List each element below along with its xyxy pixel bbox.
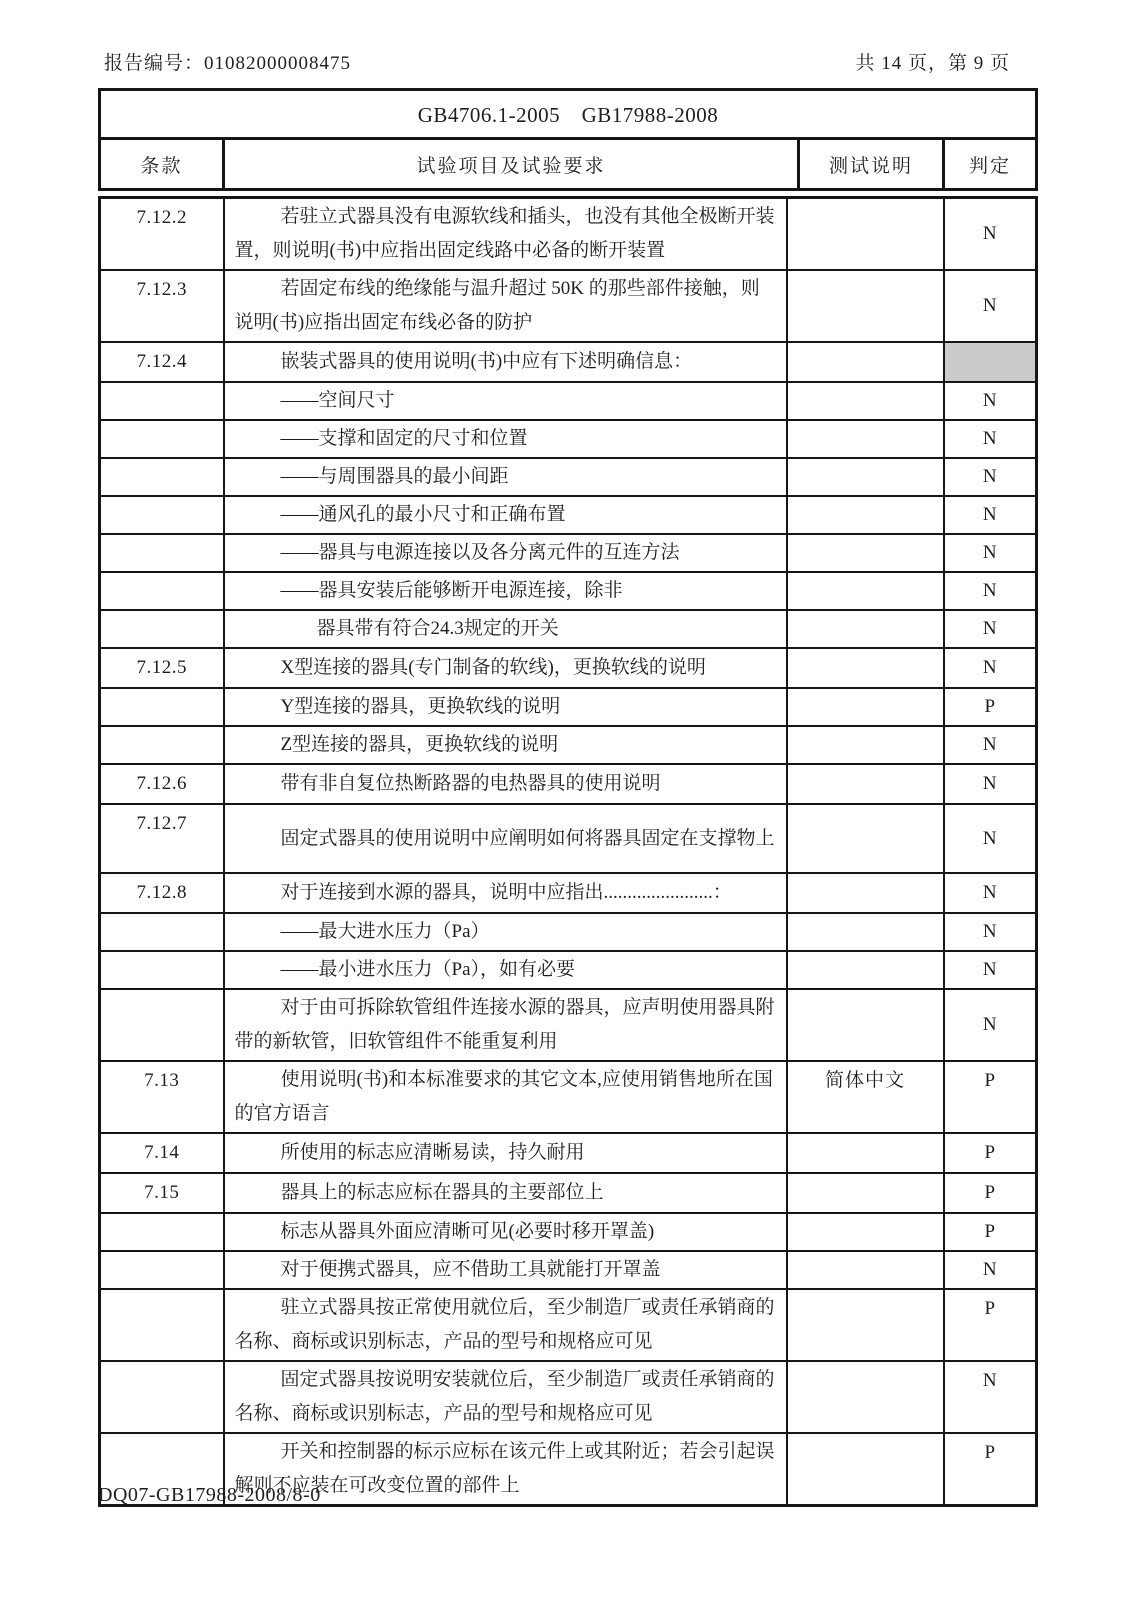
table-row bbox=[100, 420, 1037, 458]
clause-cell bbox=[100, 420, 224, 458]
requirement-cell bbox=[224, 610, 787, 648]
remark-cell bbox=[787, 688, 944, 726]
verdict-cell: P bbox=[944, 1433, 1037, 1506]
requirement-cell bbox=[224, 1289, 787, 1361]
standards-title-row bbox=[100, 90, 1037, 139]
table-row bbox=[100, 873, 1037, 913]
remark-cell bbox=[787, 610, 944, 648]
requirement-cell bbox=[224, 989, 787, 1061]
clause-cell bbox=[100, 913, 224, 951]
requirement-cell bbox=[224, 420, 787, 458]
clause-cell: 7.12.2 bbox=[100, 198, 224, 271]
remark-cell bbox=[787, 270, 944, 342]
clause-cell: 7.12.6 bbox=[100, 764, 224, 804]
requirement-cell bbox=[224, 648, 787, 688]
clause-cell bbox=[100, 534, 224, 572]
verdict-cell: N bbox=[944, 198, 1037, 271]
remark-cell bbox=[787, 458, 944, 496]
table-row bbox=[100, 1173, 1037, 1213]
requirement-text: 对于便携式器具，应不借助工具就能打开罩盖 bbox=[280, 1259, 661, 1280]
requirement-cell bbox=[224, 458, 787, 496]
report-number: 报告编号：01082000008475 bbox=[104, 53, 352, 74]
requirement-text: 标志从器具外面应清晰可见(必要时移开罩盖) bbox=[280, 1221, 655, 1242]
clause-cell bbox=[100, 951, 224, 989]
table-row bbox=[100, 688, 1037, 726]
verdict-cell: N bbox=[944, 458, 1037, 496]
verdict-cell: P bbox=[944, 1289, 1037, 1361]
requirement-cell bbox=[224, 572, 787, 610]
requirement-cell bbox=[224, 382, 787, 420]
clause-cell: 7.13 bbox=[100, 1061, 224, 1133]
requirement-text: 器具带有符合24.3规定的开关 bbox=[316, 618, 559, 639]
clause-cell bbox=[100, 382, 224, 420]
verdict-cell: P bbox=[944, 688, 1037, 726]
table-row bbox=[100, 534, 1037, 572]
clause-cell bbox=[100, 688, 224, 726]
verdict-cell: P bbox=[944, 1133, 1037, 1173]
requirement-cell bbox=[224, 951, 787, 989]
standards-header-table bbox=[98, 88, 1038, 191]
requirement-cell bbox=[224, 534, 787, 572]
verdict-cell: N bbox=[944, 764, 1037, 804]
requirement-cell bbox=[224, 198, 787, 271]
verdict-cell: P bbox=[944, 1213, 1037, 1251]
remark-cell bbox=[787, 1251, 944, 1289]
clause-cell: 7.15 bbox=[100, 1173, 224, 1213]
test-table-body bbox=[100, 198, 1037, 1506]
verdict-cell: N bbox=[944, 873, 1037, 913]
clause-cell: 7.12.5 bbox=[100, 648, 224, 688]
remark-cell bbox=[787, 342, 944, 382]
requirement-cell bbox=[224, 1213, 787, 1251]
requirement-text: ——通风孔的最小尺寸和正确布置 bbox=[280, 504, 566, 525]
verdict-cell: N bbox=[944, 270, 1037, 342]
remark-cell bbox=[787, 382, 944, 420]
table-row bbox=[100, 342, 1037, 382]
requirement-cell bbox=[224, 1133, 787, 1173]
table-row bbox=[100, 610, 1037, 648]
remark-cell bbox=[787, 804, 944, 873]
verdict-cell: N bbox=[944, 610, 1037, 648]
requirement-cell bbox=[224, 270, 787, 342]
table-row bbox=[100, 198, 1037, 271]
verdict-cell: N bbox=[944, 572, 1037, 610]
clause-cell bbox=[100, 726, 224, 764]
requirement-cell bbox=[224, 342, 787, 382]
table-row bbox=[100, 804, 1037, 873]
page-meta-bar bbox=[104, 48, 1010, 75]
clause-cell bbox=[100, 496, 224, 534]
verdict-cell: N bbox=[944, 382, 1037, 420]
requirement-text: ——支撑和固定的尺寸和位置 bbox=[280, 428, 528, 449]
document-code: DQ07-GB17988-2008/8-0 bbox=[98, 1484, 321, 1506]
remark-cell bbox=[787, 572, 944, 610]
verdict-cell: N bbox=[944, 496, 1037, 534]
requirement-text: ——最大进水压力（Pa） bbox=[280, 921, 490, 942]
requirement-text: 嵌装式器具的使用说明(书)中应有下述明确信息： bbox=[280, 351, 693, 372]
requirement-cell bbox=[224, 1173, 787, 1213]
column-header-clause: 条款 bbox=[100, 139, 224, 190]
table-row bbox=[100, 270, 1037, 342]
remark-cell: 简体中文 bbox=[787, 1061, 944, 1133]
remark-cell bbox=[787, 1433, 944, 1506]
table-row bbox=[100, 648, 1037, 688]
requirement-text: Y型连接的器具，更换软线的说明 bbox=[280, 696, 561, 717]
requirement-cell bbox=[224, 1361, 787, 1433]
remark-cell bbox=[787, 534, 944, 572]
remark-cell bbox=[787, 726, 944, 764]
requirement-text: 使用说明(书)和本标准要求的其它文本,应使用销售地所在国的官方语言 bbox=[234, 1069, 773, 1124]
table-row bbox=[100, 1289, 1037, 1361]
requirement-text: Z型连接的器具，更换软线的说明 bbox=[280, 734, 559, 755]
remark-cell bbox=[787, 873, 944, 913]
table-row bbox=[100, 496, 1037, 534]
remark-cell bbox=[787, 648, 944, 688]
requirement-text: 固定式器具按说明安装就位后，至少制造厂或责任承销商的名称、商标或识别标志，产品的型号和规格应可见 bbox=[234, 1369, 775, 1424]
requirement-text: 对于由可拆除软管组件连接水源的器具，应声明使用器具附带的新软管，旧软管组件不能重复利用 bbox=[234, 997, 775, 1052]
table-row bbox=[100, 1361, 1037, 1433]
remark-cell bbox=[787, 1289, 944, 1361]
requirement-cell bbox=[224, 913, 787, 951]
remark-cell bbox=[787, 1173, 944, 1213]
verdict-cell: P bbox=[944, 1173, 1037, 1213]
page-number-info: 共 14 页，第 9 页 bbox=[855, 53, 1010, 74]
table-row bbox=[100, 1061, 1037, 1133]
table-row bbox=[100, 989, 1037, 1061]
verdict-cell: N bbox=[944, 951, 1037, 989]
requirement-cell bbox=[224, 726, 787, 764]
verdict-cell: N bbox=[944, 804, 1037, 873]
requirement-text: 若驻立式器具没有电源软线和插头，也没有其他全极断开装置，则说明(书)中应指出固定线路中必备的断开装置 bbox=[234, 206, 775, 261]
remark-cell bbox=[787, 198, 944, 271]
requirement-text: 对于连接到水源的器具，说明中应指出.......................： bbox=[280, 882, 732, 903]
verdict-cell: N bbox=[944, 1251, 1037, 1289]
table-row bbox=[100, 382, 1037, 420]
requirement-cell bbox=[224, 688, 787, 726]
requirement-cell bbox=[224, 496, 787, 534]
column-header-remark: 测试说明 bbox=[799, 139, 944, 190]
table-row bbox=[100, 764, 1037, 804]
requirement-text: ——与周围器具的最小间距 bbox=[280, 466, 509, 487]
verdict-cell: N bbox=[944, 534, 1037, 572]
remark-cell bbox=[787, 1213, 944, 1251]
table-row bbox=[100, 1213, 1037, 1251]
requirement-cell bbox=[224, 804, 787, 873]
clause-cell bbox=[100, 610, 224, 648]
remark-cell bbox=[787, 1361, 944, 1433]
verdict-cell: N bbox=[944, 989, 1037, 1061]
table-row bbox=[100, 1251, 1037, 1289]
table-row bbox=[100, 572, 1037, 610]
requirement-text: 器具上的标志应标在器具的主要部位上 bbox=[280, 1182, 604, 1203]
verdict-cell bbox=[944, 342, 1037, 382]
verdict-cell: N bbox=[944, 420, 1037, 458]
verdict-cell: N bbox=[944, 913, 1037, 951]
remark-cell bbox=[787, 764, 944, 804]
clause-cell bbox=[100, 1289, 224, 1361]
clause-cell bbox=[100, 989, 224, 1061]
requirement-cell bbox=[224, 1061, 787, 1133]
column-header-row bbox=[100, 139, 1037, 190]
clause-cell: 7.12.4 bbox=[100, 342, 224, 382]
remark-cell bbox=[787, 496, 944, 534]
requirement-text: ——空间尺寸 bbox=[280, 390, 395, 411]
verdict-cell: N bbox=[944, 1361, 1037, 1433]
column-header-requirement: 试验项目及试验要求 bbox=[224, 139, 799, 190]
verdict-cell: N bbox=[944, 726, 1037, 764]
remark-cell bbox=[787, 913, 944, 951]
requirement-text: 开关和控制器的标示应标在该元件上或其附近；若会引起误解则不应装在可改变位置的部件上 bbox=[234, 1441, 775, 1496]
requirement-text: 所使用的标志应清晰易读，持久耐用 bbox=[280, 1142, 585, 1163]
clause-cell bbox=[100, 1213, 224, 1251]
requirement-text: X型连接的器具(专门制备的软线)，更换软线的说明 bbox=[280, 657, 706, 678]
clause-cell: 7.14 bbox=[100, 1133, 224, 1173]
test-items-table bbox=[98, 196, 1038, 1507]
requirement-text: 固定式器具的使用说明中应阐明如何将器具固定在支撑物上 bbox=[280, 827, 775, 849]
requirement-cell bbox=[224, 1251, 787, 1289]
table-row bbox=[100, 913, 1037, 951]
requirement-text: 若固定布线的绝缘能与温升超过 50K 的那些部件接触，则说明(书)应指出固定布线必备的防护 bbox=[234, 278, 760, 333]
remark-cell bbox=[787, 989, 944, 1061]
table-row bbox=[100, 458, 1037, 496]
remark-cell bbox=[787, 420, 944, 458]
table-row bbox=[100, 726, 1037, 764]
clause-cell bbox=[100, 1251, 224, 1289]
verdict-cell: P bbox=[944, 1061, 1037, 1133]
requirement-cell bbox=[224, 873, 787, 913]
clause-cell: 7.12.3 bbox=[100, 270, 224, 342]
clause-cell: 7.12.8 bbox=[100, 873, 224, 913]
column-header-verdict: 判定 bbox=[944, 139, 1037, 190]
requirement-text: ——器具与电源连接以及各分离元件的互连方法 bbox=[280, 542, 680, 563]
requirement-text: 驻立式器具按正常使用就位后，至少制造厂或责任承销商的名称、商标或识别标志，产品的型号和规格应可见 bbox=[234, 1297, 775, 1352]
remark-cell bbox=[787, 951, 944, 989]
requirement-cell bbox=[224, 764, 787, 804]
requirement-text: 带有非自复位热断路器的电热器具的使用说明 bbox=[280, 773, 661, 794]
requirement-text: ——最小进水压力（Pa），如有必要 bbox=[280, 959, 576, 980]
clause-cell bbox=[100, 458, 224, 496]
clause-cell bbox=[100, 572, 224, 610]
clause-cell: 7.12.7 bbox=[100, 804, 224, 873]
table-row bbox=[100, 951, 1037, 989]
remark-cell bbox=[787, 1133, 944, 1173]
standards-title: GB4706.1-2005 GB17988-2008 bbox=[100, 90, 1037, 139]
requirement-text: ——器具安装后能够断开电源连接，除非 bbox=[280, 580, 623, 601]
clause-cell bbox=[100, 1361, 224, 1433]
table-row bbox=[100, 1133, 1037, 1173]
verdict-cell: N bbox=[944, 648, 1037, 688]
